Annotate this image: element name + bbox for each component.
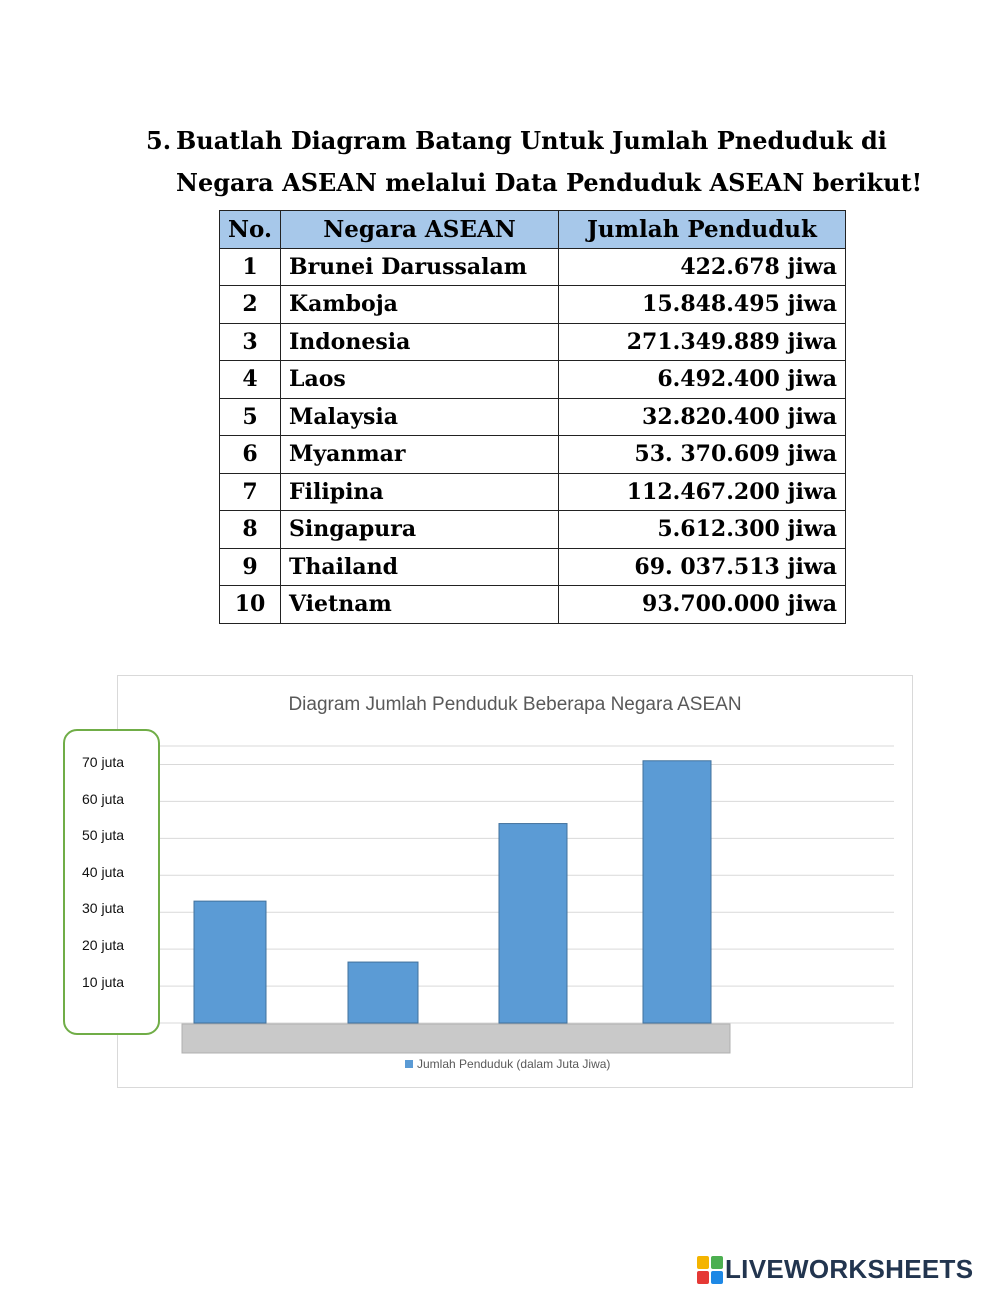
y-tick-label: 50 juta (82, 827, 125, 843)
row-country: Vietnam (281, 586, 559, 624)
table-row (220, 286, 846, 324)
row-country: Thailand (281, 548, 559, 586)
legend-swatch (405, 1060, 413, 1068)
row-number: 4 (220, 361, 281, 399)
question-word: Pneduduk (716, 126, 853, 155)
row-number: 3 (220, 323, 281, 361)
y-tick-label: 60 juta (82, 791, 125, 807)
row-number: 7 (220, 473, 281, 511)
row-number: 2 (220, 286, 281, 324)
row-number: 5 (220, 398, 281, 436)
question-word: di (860, 126, 887, 155)
table-body (220, 248, 846, 623)
row-population: 32.820.400 jiwa (559, 398, 846, 436)
row-number: 8 (220, 511, 281, 549)
question-word: Untuk (520, 126, 604, 155)
bar (643, 761, 711, 1023)
question-word: Buatlah (176, 126, 283, 155)
logo-block (711, 1256, 723, 1269)
table-row (220, 473, 846, 511)
row-country: Brunei Darussalam (281, 248, 559, 286)
row-population: 422.678 jiwa (559, 248, 846, 286)
table-row (220, 398, 846, 436)
question-number: 5. (146, 126, 172, 155)
row-population: 6.492.400 jiwa (559, 361, 846, 399)
table-row (220, 548, 846, 586)
y-tick-label: 20 juta (82, 937, 125, 953)
logo-block (711, 1271, 723, 1284)
row-number: 10 (220, 586, 281, 624)
question-line-2: Negara ASEAN melalui Data Penduduk ASEAN berikut! (176, 168, 923, 197)
row-country: Kamboja (281, 286, 559, 324)
row-country: Singapura (281, 511, 559, 549)
bar-chart (117, 675, 913, 1088)
y-tick-label: 40 juta (82, 864, 125, 880)
row-number: 6 (220, 436, 281, 474)
legend-label: Jumlah Penduduk (dalam Juta Jiwa) (417, 1057, 611, 1071)
row-population: 15.848.495 jiwa (559, 286, 846, 324)
y-tick-label: 10 juta (82, 974, 125, 990)
table-row (220, 586, 846, 624)
question-word: Batang (415, 126, 512, 155)
row-country: Myanmar (281, 436, 559, 474)
row-population: 112.467.200 jiwa (559, 473, 846, 511)
table-row (220, 248, 846, 286)
table-row (220, 323, 846, 361)
bar (499, 824, 567, 1023)
row-number: 1 (220, 248, 281, 286)
table-row (220, 511, 846, 549)
bar (348, 962, 418, 1023)
row-country: Indonesia (281, 323, 559, 361)
population-table (219, 210, 846, 624)
row-population: 93.700.000 jiwa (559, 586, 846, 624)
question-word: Jumlah (612, 126, 709, 155)
category-axis-strip (182, 1024, 730, 1053)
logo-block (697, 1256, 709, 1269)
row-population: 53. 370.609 jiwa (559, 436, 846, 474)
liveworksheets-brand-text: LIVEWORKSHEETS (725, 1254, 974, 1284)
row-population: 271.349.889 jiwa (559, 323, 846, 361)
liveworksheets-logo-icon (697, 1256, 723, 1284)
question-line-1 (176, 120, 887, 162)
row-country: Laos (281, 361, 559, 399)
table-row (220, 436, 846, 474)
row-population: 5.612.300 jiwa (559, 511, 846, 549)
y-tick-label: 70 juta (82, 754, 125, 770)
table-header-row (220, 211, 846, 249)
bar (194, 901, 266, 1023)
row-country: Filipina (281, 473, 559, 511)
question-word: Diagram (290, 126, 407, 155)
table-row (220, 361, 846, 399)
header-population: Jumlah Penduduk (559, 211, 846, 249)
row-number: 9 (220, 548, 281, 586)
row-population: 69. 037.513 jiwa (559, 548, 846, 586)
y-tick-label: 30 juta (82, 900, 125, 916)
bar-chart-svg (118, 676, 912, 1087)
header-no: No. (220, 211, 281, 249)
logo-block (697, 1271, 709, 1284)
chart-title: Diagram Jumlah Penduduk Beberapa Negara ASEAN (288, 694, 742, 715)
header-country: Negara ASEAN (281, 211, 559, 249)
row-country: Malaysia (281, 398, 559, 436)
